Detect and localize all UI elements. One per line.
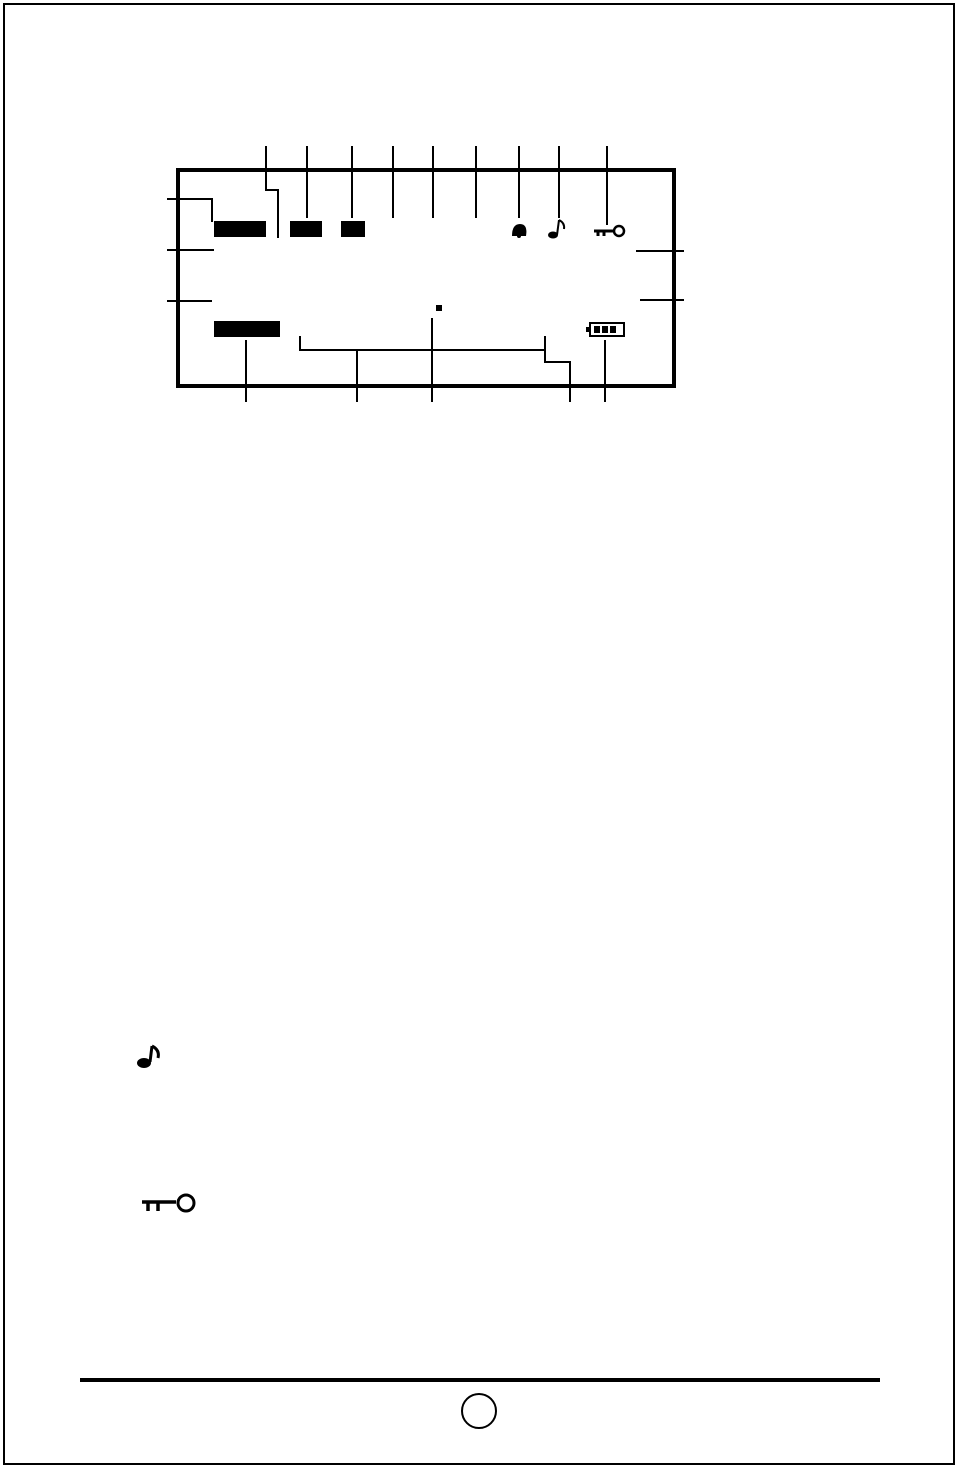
music-note-icon — [132, 1044, 166, 1070]
entry-2 — [92, 585, 132, 619]
page-number — [461, 1393, 497, 1429]
entry-4 — [92, 795, 132, 829]
lcd-frame — [178, 170, 674, 386]
footer-rule — [80, 1378, 880, 1382]
entry-9 — [92, 1298, 132, 1328]
lcd-display-diagram — [0, 0, 960, 460]
f-label-bg — [341, 221, 365, 237]
call-label-bg — [214, 221, 266, 237]
entry-3 — [92, 690, 132, 724]
key-icon — [132, 1193, 202, 1217]
leader-lines — [167, 146, 684, 402]
tx-label-bg — [290, 221, 322, 237]
busy-label-bg — [214, 321, 280, 337]
entry-7 — [92, 1043, 179, 1077]
key-icon — [594, 226, 624, 236]
entry-5 — [92, 900, 132, 930]
entry-1 — [92, 478, 132, 512]
bell-icon — [512, 224, 526, 238]
entry-8 — [92, 1190, 209, 1224]
decimal-point — [436, 305, 442, 311]
music-note-icon — [548, 220, 564, 239]
entry-6 — [92, 975, 132, 1005]
battery-icon — [586, 323, 624, 336]
